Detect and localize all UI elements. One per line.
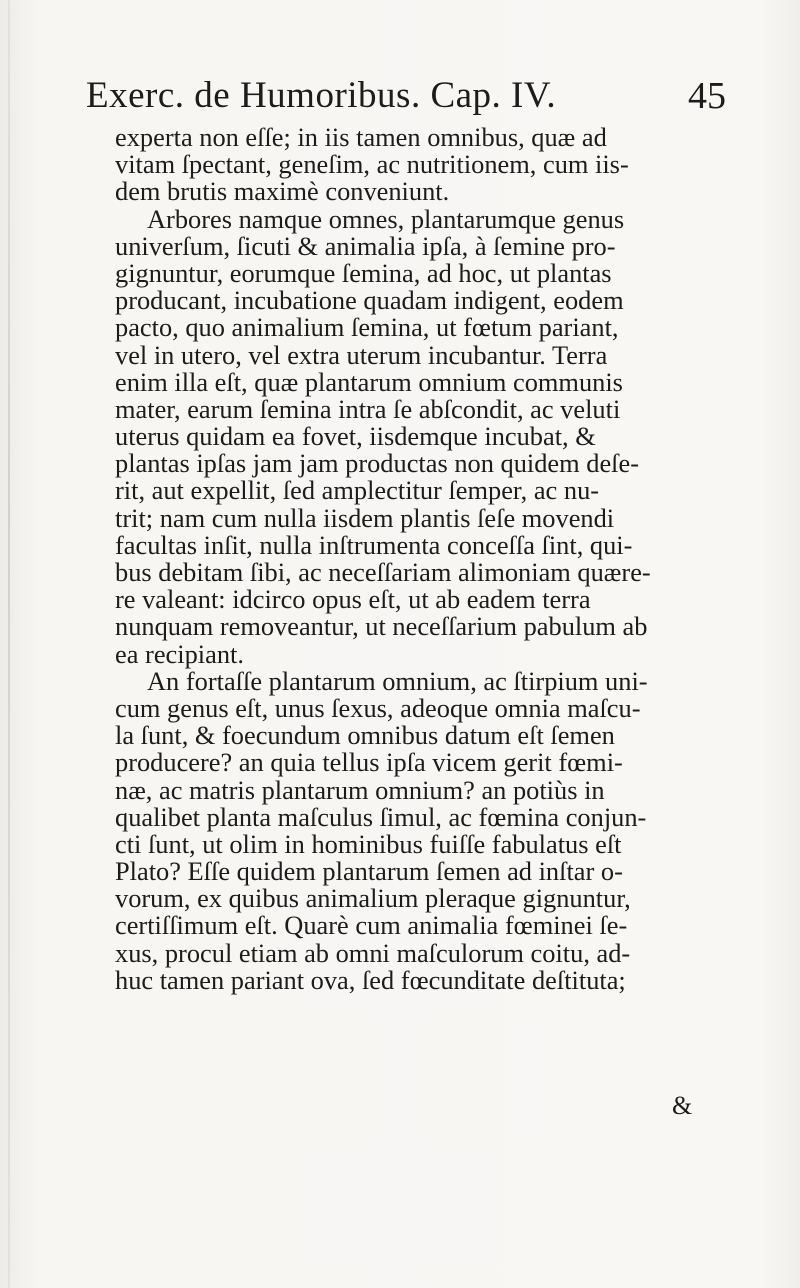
page-header (86, 74, 726, 118)
text-line: vel in utero, vel extra uterum incubantur. Terra (115, 339, 608, 370)
text-line: nunquam removeantur, ut neceſſarium pabulum ab (115, 611, 648, 642)
paragraph-start-line: An fortaſſe plantarum omnium, ac ſtirpium uni- (147, 665, 648, 696)
text-line: vorum, ex quibus animalium pleraque gignuntur, (115, 883, 631, 914)
text-line: cti ſunt, ut olim in hominibus fuiſſe fabulatus eſt (115, 828, 622, 859)
text-line: producere? an quia tellus ipſa vicem gerit fœmi- (115, 747, 623, 778)
page-number: 45 (688, 75, 726, 117)
text-line: plantas ipſas jam jam productas non quidem deſe- (115, 448, 640, 479)
text-line: pacto, quo animalium ſemina, ut fœtum pariant, (115, 312, 619, 343)
text-line: ea recipiant. (115, 638, 244, 669)
text-line: certiſſimum eſt. Quarè cum animalia fœminei ſe- (115, 910, 628, 941)
text-line: trit; nam cum nulla iisdem plantis ſeſe movendi (115, 502, 615, 533)
text-line: gignuntur, eorumque ſemina, ad hoc, ut plantas (115, 257, 612, 288)
text-line: cum genus eſt, unus ſexus, adeoque omnia maſcu- (115, 692, 641, 723)
text-line: re valeant: idcirco opus eſt, ut ab eadem terra (115, 584, 591, 615)
page-gutter-shadow (8, 0, 10, 1288)
text-line: la ſunt, & foecundum omnibus datum eſt ſemen (115, 720, 615, 751)
text-line: huc tamen pariant ova, ſed fœcunditate deſtituta; (115, 964, 626, 995)
text-line: facultas inſit, nulla inſtrumenta conceſſa ſint, qui- (115, 529, 633, 560)
text-line: rit, aut expellit, ſed amplectitur ſemper, ac nu- (115, 475, 600, 506)
text-line: experta non eſſe; in iis tamen omnibus, quæ ad (115, 122, 607, 152)
text-line: bus debitam ſibi, ac neceſſariam alimoniam quære- (115, 557, 651, 587)
body-text (115, 124, 715, 994)
text-line: univerſum, ſicuti & animalia ipſa, à ſemine pro- (115, 230, 616, 261)
text-line: xus, procul etiam ab omni maſculorum coitu, ad- (115, 937, 631, 968)
text-line: producant, incubatione quadam indigent, eodem (115, 285, 624, 316)
text-line: enim illa eſt, quæ plantarum omnium communis (115, 366, 623, 397)
text-line: Plato? Eſſe quidem plantarum ſemen ad inſtar o- (115, 856, 623, 887)
running-head: Exerc. de Humoribus. Cap. IV. (86, 75, 557, 116)
text-line: qualibet planta maſculus ſimul, ac fœmina conjun- (115, 801, 647, 832)
text-line: mater, earum ſemina intra ſe abſcondit, ac veluti (115, 393, 621, 424)
text-line: vitam ſpectant, geneſim, ac nutritionem, cum iis- (115, 149, 629, 180)
paragraph-start-line: Arbores namque omnes, plantarumque genus (147, 203, 625, 234)
text-line: næ, ac matris plantarum omnium? an potiùs in (115, 774, 605, 805)
text-line: dem brutis maximè conveniunt. (115, 176, 450, 207)
text-line: uterus quidam ea fovet, iisdemque incubat, & (115, 421, 596, 452)
catchword: & (672, 1091, 693, 1120)
